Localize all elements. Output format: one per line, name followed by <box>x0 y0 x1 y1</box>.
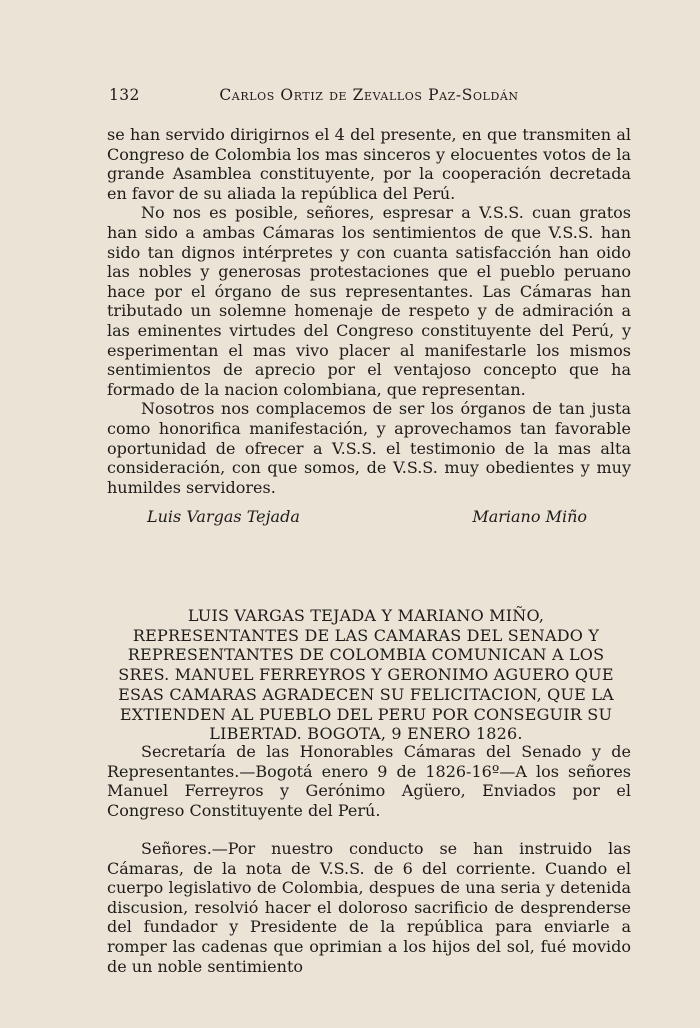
paragraph: se han servido dirigirnos el 4 del presente, en que transmiten al Congreso de Colombia los mas sinceros y elocuentes votos de la grande Asamblea constituyente, por la cooperación decretada en favor de su aliada la república del Perú. <box>107 125 631 203</box>
dateline-block <box>107 742 631 820</box>
running-title: Carlos Ortiz de Zevallos Paz-Soldán <box>219 86 519 104</box>
signature-vargas-tejada: Luis Vargas Tejada <box>147 507 300 526</box>
paragraph: No nos es posible, señores, espresar a V.S.S. cuan gratos han sido a ambas Cámaras los sentimientos de que V.S.S. han sido tan dignos intérpretes y con cuanta satisfacción han oido las nobles y generosas protestaciones que el pueblo peruano hace por el órgano de sus representantes. Las Cámaras han tributado un solemne homenaje de respeto y de admiración a las eminentes virtudes del Congreso constituyente del Perú, y esperimentan el mas vivo placer al manifestarle los mismos sentimientos de aprecio por el ventajoso concepto que ha formado de la nacion colombiana, que representan. <box>107 203 631 399</box>
paragraph: Señores.—Por nuestro conducto se han instruido las Cámaras, de la nota de V.S.S. de 6 del corriente. Cuando el cuerpo legislativo de Colombia, despues de una seria y detenida discusion, resolvió hacer el doloroso sacrificio de desprenderse del fundador y Presidente de la república para enviarle a romper las cadenas que oprimian a los hijos del sol, fué movido de un noble sentimiento <box>107 839 631 976</box>
dateline: Secretaría de las Honorables Cámaras del Senado y de Representantes.—Bogotá enero 9 de 1826-16º—A los señores Manuel Ferreyros y Gerónimo Agüero, Enviados por el Congreso Constituyente del Perú. <box>107 742 631 820</box>
second-letter <box>107 839 631 976</box>
page-number: 132 <box>109 86 140 104</box>
letter-body <box>107 125 631 497</box>
paragraph: Nosotros nos complacemos de ser los órganos de tan justa como honorifica manifestación, y aprovechamos tan favorable oportunidad de ofrecer a V.S.S. el testimonio de la mas alta consideración, con que somos, de V.S.S. muy obedientes y muy humildes servidores. <box>107 399 631 497</box>
document-heading: LUIS VARGAS TEJADA Y MARIANO MIÑO, REPRESENTANTES DE LAS CAMARAS DEL SENADO Y REPRESENTANTES DE COLOMBIA COMUNICAN A LOS SRES. MANUEL FERREYROS Y GERONIMO AGUERO QUE ESAS CAMARAS AGRADECEN SU FELICITACION, QUE LA EXTIENDEN AL PUEBLO DEL PERU POR CONSEGUIR SU LIBERTAD. BOGOTA, 9 ENERO 1826. <box>118 606 614 744</box>
signature-mino: Mariano Miño <box>472 507 587 526</box>
